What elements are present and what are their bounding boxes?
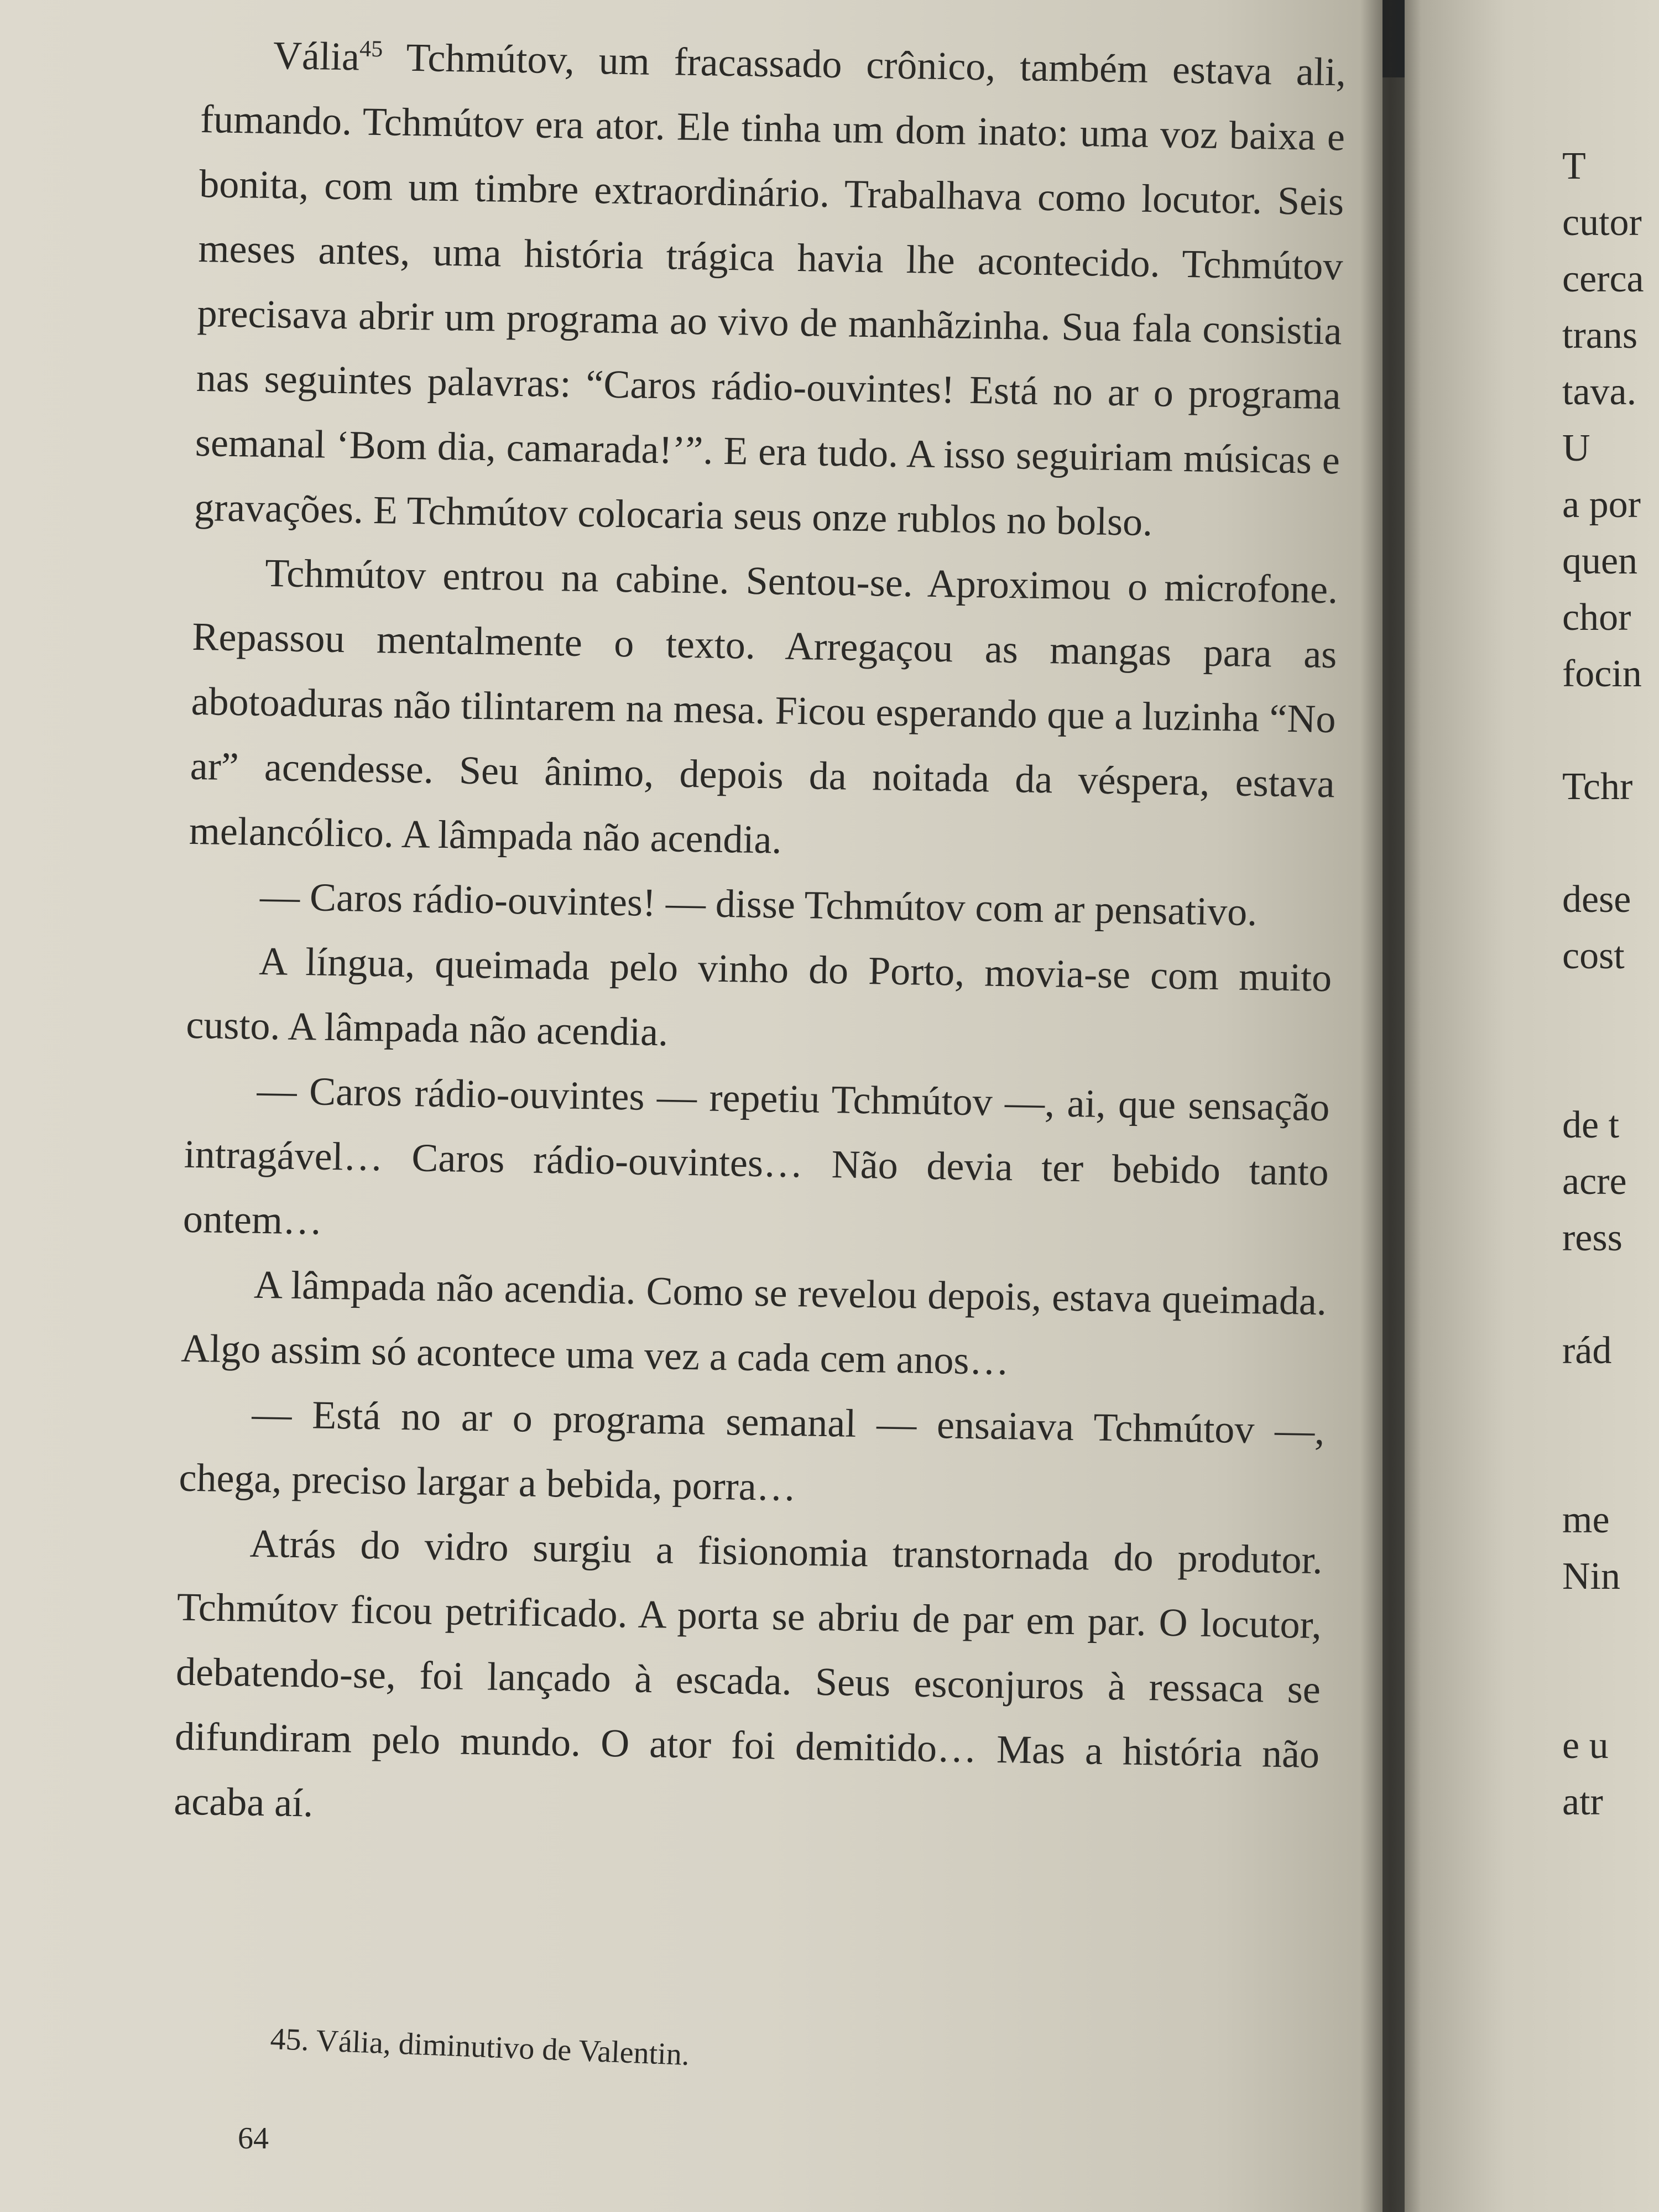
paragraph-1-text: Tchmútov, um fracassado crônico, também estava ali, fumando. Tchmútov era ator. Ele tinha um dom inato: uma voz baixa e bonita, com um timbre extraordinário. Trabalhava como locutor. Seis meses antes, uma história trágica havia lhe acontecido. Tchmútov precisava abrir um programa ao vivo de manhãzinha. Sua fala consistia nas seguintes palavras: “Caros rádio-ouvintes! Está no ar o programa semanal ‘Bom dia, camarada!’”. E era tudo. A isso seguiriam músicas e gravações. E Tchmútov colocaria seus onze rublos no bolso. xyxy=(194,35,1347,545)
facing-line: a por xyxy=(1562,483,1641,526)
paragraph-6: A lâmpada não acendia. Como se revelou depois, estava queimada. Algo assim só acontece uma vez a cada cem anos… xyxy=(180,1262,1327,1384)
paragraph-5: — Caros rádio-ouvintes — repetiu Tchmútov —, ai, que sensação intragável… Caros rádio-ouvintes… Não devia ter bebido tanto ontem… xyxy=(182,1068,1331,1243)
facing-gap xyxy=(1562,984,1659,1041)
page-number: 64 xyxy=(238,2121,269,2156)
facing-page-text xyxy=(1562,138,1659,1830)
footnote: 45. Vália, diminutivo de Valentin. xyxy=(269,2021,690,2073)
paragraph-3: — Caros rádio-ouvintes! — disse Tchmútov com ar pensativo. xyxy=(259,874,1258,935)
facing-line: quen xyxy=(1562,540,1638,582)
paragraph-2: Tchmútov entrou na cabine. Sentou-se. Aproximou o microfone. Repassou mentalmente o texto. Arregaçou as mangas para as abotoaduras não tilintarem na mesa. Ficou esperando que a luzinha “No ar” acendesse. Seu ânimo, depois da noitada da véspera, estava melancólico. A lâmpada não acendia. xyxy=(189,550,1338,862)
facing-line: ress xyxy=(1562,1217,1623,1259)
facing-line: U xyxy=(1562,427,1590,469)
facing-line: atr xyxy=(1562,1781,1603,1823)
facing-line: cerca xyxy=(1562,258,1644,300)
facing-line: Nin xyxy=(1562,1555,1620,1598)
facing-gap xyxy=(1562,815,1659,872)
paragraph-7: — Está no ar o programa semanal — ensaiava Tchmútov —, chega, preciso largar a bebida, porra… xyxy=(179,1391,1325,1510)
facing-line: chor xyxy=(1562,596,1631,639)
facing-line: me xyxy=(1562,1499,1610,1541)
facing-line: tava. xyxy=(1562,371,1637,413)
facing-line: e u xyxy=(1562,1724,1609,1767)
facing-gap xyxy=(1562,1266,1659,1323)
facing-line: dese xyxy=(1562,878,1631,921)
facing-gap xyxy=(1562,702,1659,759)
facing-line: cutor xyxy=(1562,201,1642,244)
facing-gap xyxy=(1562,1436,1659,1492)
facing-line: de t xyxy=(1562,1104,1620,1146)
facing-gap xyxy=(1562,1605,1659,1661)
facing-line: T xyxy=(1562,145,1586,187)
body-text xyxy=(174,22,1347,1851)
facing-line: cost xyxy=(1562,935,1625,977)
facing-line: rád xyxy=(1562,1329,1612,1372)
facing-gap xyxy=(1562,1661,1659,1718)
facing-line: trans xyxy=(1562,314,1638,357)
paragraph-1-opening: Vália xyxy=(273,33,360,79)
facing-line: focin xyxy=(1562,653,1642,695)
facing-gap xyxy=(1562,1041,1659,1097)
paragraph-8: Atrás do vidro surgiu a fisionomia transtornada do produtor. Tchmútov ficou petrificado. A porta se abriu de par em par. O locutor, debatendo-se, foi lançado à escada. Seus esconjuros à ressaca se difundiram pelo mundo. O ator foi demitido… Mas a história não acaba aí. xyxy=(173,1521,1323,1825)
footnote-reference-mark: 45 xyxy=(359,36,383,62)
paragraph-1 xyxy=(194,22,1346,557)
paragraph-4: A língua, queimada pelo vinho do Porto, movia-se com muito custo. A lâmpada não acendia. xyxy=(185,938,1332,1055)
facing-line: acre xyxy=(1562,1160,1627,1203)
facing-line: Tchr xyxy=(1562,765,1633,808)
facing-gap xyxy=(1562,1379,1659,1436)
book-gutter-shadow xyxy=(1360,0,1421,2212)
